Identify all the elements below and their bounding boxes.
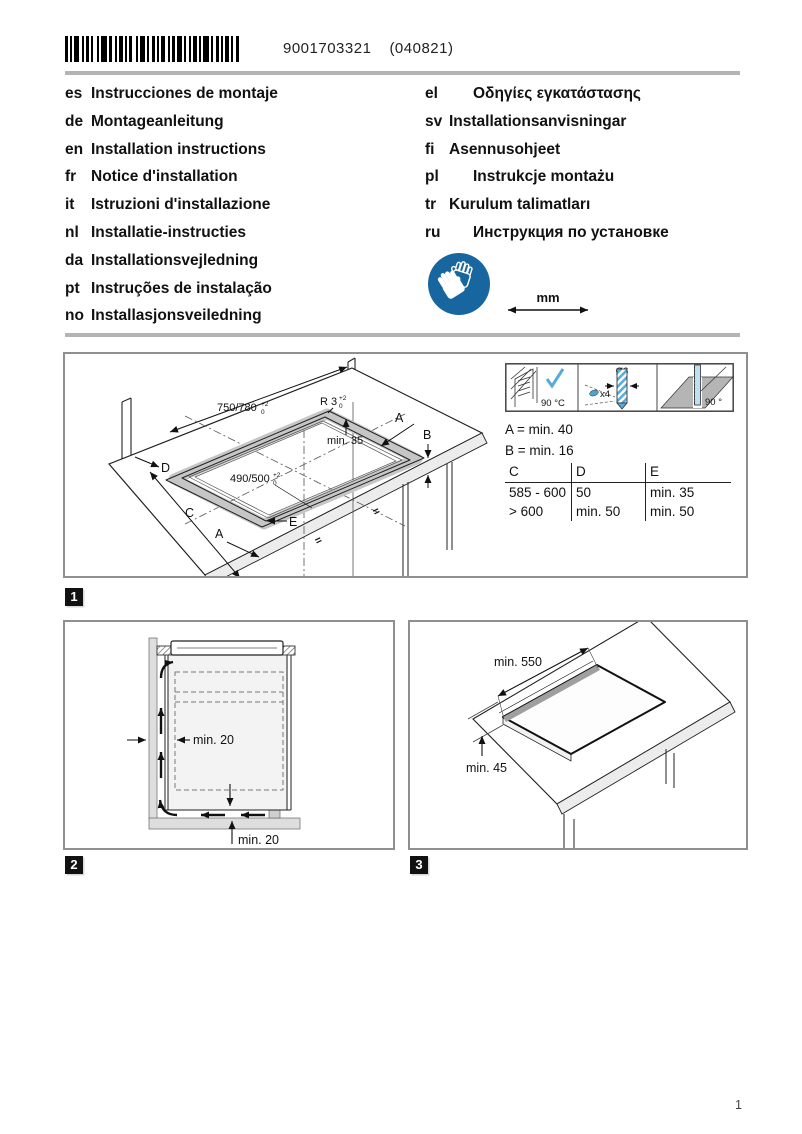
language-label: Installasjonsveiledning	[91, 307, 262, 325]
dim-bottom-clearance: min. 20	[238, 833, 279, 847]
figure-3-worktop-dimensions	[408, 620, 748, 850]
temp-label: 90 °C	[541, 398, 565, 409]
language-code: pl	[425, 168, 439, 186]
language-code: es	[65, 85, 83, 102]
dim-width-tol-sup: +2	[261, 401, 269, 408]
language-code: en	[65, 140, 84, 158]
language-label: Installation instructions	[91, 140, 266, 158]
document-number: 9001703321	[283, 40, 372, 57]
dim-min-width: min. 550	[494, 655, 542, 669]
dim-radius-tol-sup: +2	[339, 395, 347, 402]
language-row	[425, 219, 669, 247]
language-row	[65, 108, 278, 136]
language-row	[65, 247, 278, 275]
dim-depth: 490/500	[230, 473, 270, 485]
language-code: el	[425, 85, 438, 102]
language-row	[425, 163, 669, 191]
figure-1-requirement-icons	[505, 363, 734, 412]
language-code: de	[65, 112, 84, 130]
table-cell: min. 50	[645, 502, 731, 521]
dim-side-clearance: min. 20	[193, 733, 234, 747]
table-cell: min. 35	[645, 483, 731, 502]
equal-mark-1: =	[313, 534, 325, 548]
language-code: no	[65, 307, 84, 325]
language-code: ru	[425, 223, 441, 241]
language-label: Montageanleitung	[91, 112, 224, 130]
figure-2-section-drawing	[65, 622, 393, 848]
language-list-left	[65, 80, 278, 330]
language-code: sv	[425, 112, 443, 130]
dim-width-tol-sub: 0	[261, 409, 265, 416]
table-cell: 585 - 600	[509, 485, 567, 500]
language-code: da	[65, 251, 84, 269]
language-row	[65, 191, 278, 219]
label-e: E	[289, 515, 298, 529]
table-cell: min. 50	[571, 502, 645, 521]
barcode-icon	[65, 36, 241, 62]
document-number-row	[283, 40, 453, 57]
divider-rule-mid	[65, 333, 740, 337]
language-label: Kurulum talimatları	[449, 196, 591, 214]
figure-2-ventilation-clearance	[63, 620, 395, 850]
label-c: C	[185, 506, 195, 520]
label-a-bottom: A	[215, 527, 224, 541]
language-row	[425, 80, 669, 108]
language-code: it	[65, 196, 75, 214]
language-row	[65, 136, 278, 164]
label-d: D	[161, 461, 171, 475]
language-row	[425, 136, 669, 164]
language-label: Instruções de instalação	[91, 279, 272, 297]
language-row	[65, 302, 278, 330]
dim-radius: R 3	[320, 396, 338, 408]
language-code: pt	[65, 279, 80, 297]
language-label: Installatie-instructies	[91, 223, 247, 241]
language-label: Istruzioni d'installazione	[91, 196, 271, 214]
note-a: A = min. 40	[505, 422, 573, 437]
mm-scale-arrow	[500, 292, 600, 318]
cde-dimension-table	[505, 463, 731, 521]
table-cell: 50	[571, 483, 645, 502]
note-b: B = min. 16	[505, 443, 574, 458]
table-header-d: D	[571, 463, 645, 483]
language-label: Instrucciones de montaje	[91, 85, 278, 102]
figure-3-tag: 3	[410, 856, 428, 874]
language-label: Instrukcje montażu	[473, 168, 615, 186]
language-list-right	[425, 80, 669, 247]
table-cell: > 600	[509, 504, 544, 519]
page-number: 1	[735, 1098, 742, 1112]
equal-mark-2: =	[371, 505, 383, 519]
dim-width: 750/780	[217, 402, 257, 414]
language-code: nl	[65, 223, 79, 241]
language-label: Notice d'installation	[91, 168, 238, 186]
revision-code: (040821)	[389, 40, 454, 57]
wear-protective-gloves-icon	[427, 252, 491, 316]
table-header-c: C	[505, 463, 571, 483]
dim-depth-tol-sup: +2	[273, 472, 281, 479]
dim-radius-tol-sub: 0	[339, 403, 343, 410]
language-row	[425, 108, 669, 136]
divider-rule-top	[65, 71, 740, 75]
language-row	[65, 80, 278, 108]
figure-3-isometric-drawing	[410, 622, 746, 848]
table-header-e: E	[645, 463, 731, 483]
language-code: fi	[425, 140, 435, 158]
language-code: tr	[425, 196, 437, 214]
language-row	[425, 191, 669, 219]
language-label: Installationsanvisningar	[449, 112, 627, 130]
figure-2-tag: 2	[65, 856, 83, 874]
mm-unit-label: mm	[536, 292, 560, 305]
dim-min35: min. 35	[327, 435, 364, 447]
language-label: Asennusohjeet	[449, 140, 561, 158]
drill-count-label: x4	[600, 389, 611, 400]
language-row	[65, 163, 278, 191]
language-row	[65, 219, 278, 247]
language-label: Installationsvejledning	[91, 251, 259, 269]
language-label: Инструкция по установке	[473, 223, 669, 241]
angle-label: 90 °	[705, 397, 723, 408]
figure-1-isometric-drawing	[65, 354, 515, 576]
dim-depth-tol-sub: 0	[273, 480, 277, 487]
label-a-top: A	[395, 411, 404, 425]
figure-1-tag: 1	[65, 588, 83, 606]
dim-min-depth: min. 45	[466, 761, 507, 775]
label-b: B	[423, 428, 432, 442]
language-label: Οδηγίες εγκατάστασης	[473, 85, 641, 102]
figure-1-cutout-dimensions	[63, 352, 748, 578]
language-row	[65, 275, 278, 303]
language-code: fr	[65, 168, 77, 186]
